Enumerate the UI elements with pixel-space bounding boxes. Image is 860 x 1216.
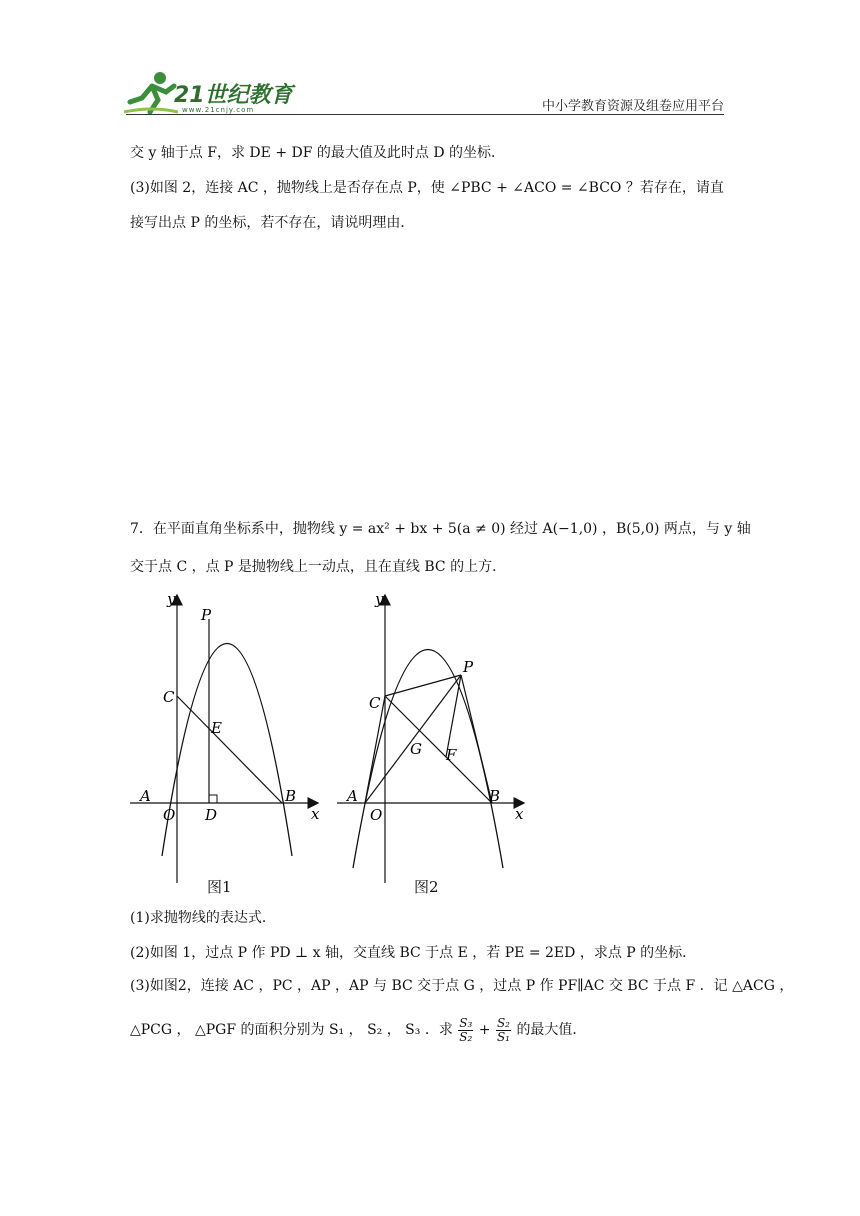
parabola (353, 650, 503, 869)
label-e: E (211, 719, 222, 737)
line-ac (365, 696, 385, 803)
prev-line-3: 接写出点 P 的坐标，若不存在，请说明理由． (130, 215, 415, 231)
label-o: O (370, 806, 383, 824)
runner-icon (122, 68, 182, 118)
label-d: D (205, 806, 218, 824)
problem7-line-2: 交于点 C ，点 P 是抛物线上一动点，且在直线 BC 的上方． (130, 559, 507, 575)
label-o: O (163, 806, 176, 824)
question-3-line-1: (3)如图2，连接 AC ，PC ，AP ，AP 与 BC 交于点 G ，过点 P 作 PF∥AC 交 BC 于点 F ．记 △ACG ， (130, 978, 794, 994)
label-y: y (375, 590, 384, 608)
logo-text: 21世纪教育 (174, 83, 293, 108)
question-3-line-2 (130, 1014, 586, 1046)
problem7-line-1: 7．在平面直角坐标系中，抛物线 y = ax² + bx + 5(a ≠ 0) 经过 A(−1,0) ，B(5,0) 两点，与 y 轴 (130, 521, 751, 537)
plus-sign: + (478, 1022, 491, 1038)
question-3-prefix: △PCG ， △PGF 的面积分别为 S₁ ， S₂ ， S₃ ．求 (130, 1022, 453, 1038)
label-a: A (140, 787, 151, 805)
label-b: B (489, 787, 501, 805)
figure-1-caption: 图1 (207, 878, 232, 896)
right-angle-mark (209, 795, 217, 803)
label-p: P (463, 658, 474, 676)
line-pb (461, 675, 492, 803)
label-x: x (515, 805, 524, 823)
label-f: F (446, 746, 457, 764)
prev-line-2: (3)如图 2，连接 AC ，抛物线上是否存在点 P，使 ∠PBC + ∠ACO = ∠BCO ？若存在，请直 (130, 180, 724, 196)
line-cp (385, 675, 461, 696)
fraction-numerator: S₂ (496, 1015, 510, 1030)
label-c: C (369, 694, 381, 712)
line-pf (446, 675, 461, 757)
fraction-numerator: S₃ (459, 1015, 473, 1030)
question-3-suffix: 的最大值． (516, 1022, 587, 1038)
label-g: G (410, 740, 422, 758)
line-cb (177, 696, 282, 803)
fraction-s3-s2 (458, 1017, 473, 1044)
figure-2-caption: 图2 (414, 878, 439, 896)
label-p: P (201, 606, 212, 624)
question-1: (1)求抛物线的表达式． (130, 910, 276, 926)
fraction-denominator: S₂ (459, 1029, 473, 1044)
fraction-s2-s1 (496, 1017, 511, 1044)
question-2: (2)如图 1，过点 P 作 PD ⊥ x 轴，交直线 BC 于点 E ，若 PE = 2ED ，求点 P 的坐标． (130, 945, 697, 961)
label-x: x (311, 805, 320, 823)
line-cb (385, 696, 492, 803)
prev-line-1: 交 y 轴于点 F，求 DE + DF 的最大值及此时点 D 的坐标． (130, 145, 506, 161)
parabola (162, 644, 292, 857)
figure-1 (125, 588, 335, 898)
label-y: y (167, 590, 176, 608)
figure-2 (335, 588, 535, 898)
platform-title: 中小学教育资源及组卷应用平台 (541, 99, 724, 114)
logo-subtext: www.21cnjy.com (182, 106, 255, 114)
fraction-denominator: S₁ (496, 1029, 510, 1044)
label-b: B (285, 787, 297, 805)
label-c: C (163, 688, 175, 706)
header-divider (126, 114, 724, 115)
label-a: A (347, 787, 358, 805)
